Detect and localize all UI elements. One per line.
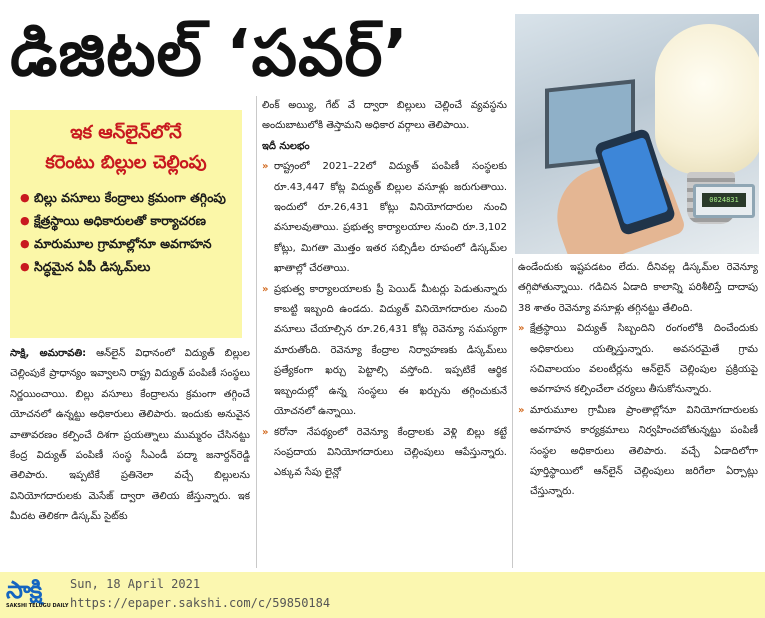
column-divider (256, 96, 257, 568)
meter-reading: 0024831 (702, 193, 746, 207)
column-bullet: » కరోనా నేపథ్యంలో రెవెన్యూ కేంద్రాలకు వెళ్లి బిల్లు కట్టే సంప్రదాయ వినియోగదారులు చెల్లింపులు ఆపేస్తున్నారు. ఎక్కువ సేపు లైన్లో (262, 423, 507, 484)
highlight-subtitle-1: ఇక ఆన్‌లైన్‌లోనే (70, 122, 182, 143)
logo-text: సాక్షి (6, 576, 42, 604)
article-column-1 (10, 344, 250, 568)
source-url[interactable]: https://epaper.sakshi.com/c/59850184 (70, 596, 331, 610)
highlight-item: ● క్షేత్రస్థాయి అధికారులతో కార్యాచరణ (20, 209, 232, 232)
column-paragraph: ఉండేందుకు ఇష్టపడటం లేదు. దీనివల్ల డిస్కమ్‌ల రెవెన్యూ తగ్గిపోతున్నాయి. గడిచిన ఏడాది కాలాన్ని పరిశీలిస్తే దాదాపు 38 శాతం రెవెన్యూ వసూళ్లు తగ్గినట్టు తేలింది. (518, 262, 758, 314)
column-divider (512, 258, 513, 568)
publication-date: Sun, 18 April 2021 (70, 577, 201, 591)
logo-tagline: SAKSHI TELUGU DAILY (6, 603, 69, 609)
highlight-subtitle-2: కరెంటు బిల్లుల చెల్లింపు (45, 152, 207, 173)
column-bullet: » రాష్ట్రంలో 2021–22లో విద్యుత్ పంపిణీ సంస్థలకు రూ.43,447 కోట్ల విద్యుత్ బిల్లుల వసూళ్లు జరుగుతాయి. ఇందులో రూ.26,431 కోట్లు వినియోగదారుల నుంచి వసూలవుతాయి. ప్రభుత్వ కార్యాలయాల నుంచి రూ.3,102 కోట్లు, మిగతా మొత్తం ఇతర సబ్సిడీల రూపంలో డిస్కమ్‌ల ఖాతాల్లో చేరతాయి. (262, 157, 507, 279)
column-subheading: ఇదీ నులభం (262, 140, 310, 152)
headline: డిజిటల్ ‘పవర్’ (10, 17, 409, 91)
column-text: ఆన్‌లైన్ విధానంలో విద్యుత్ బిల్లుల చెల్లింపుకే ప్రాధాన్యం ఇవ్వాలని రాష్ట్ర విద్యుత్ పంపిణీ సంస్థలు నిర్ణయించాయి. బిల్లు వసూలు కేంద్రాలను క్రమంగా తగ్గించే యోచనలో ఉన్నట్టు అధికారులు తెలిపారు. ఇందుకు అనువైన వాతావరణం కల్పించే దిశగా ప్రయత్నాలు ముమ్మరం చేసినట్టు కేంద్ర విద్యుత్ పంపిణీ సంస్థ సీఎండీ పద్మా జనార్దన్‌రెడ్డి తెలిపారు. ఇప్పటికే ప్రతినెలా వచ్చే బిల్లులను వినియోగదారులకు మెసేజ్ ద్వారా తెలియ జేస్తున్నారు. ఇక మీదట తెలికగా డిస్కమ్ సైట్‌కు (10, 348, 250, 523)
article-photo (515, 14, 759, 254)
article-column-3 (518, 258, 758, 568)
dateline: సాక్షి, అమరావతి: (10, 348, 87, 359)
sakshi-logo (6, 576, 69, 613)
highlight-box (10, 110, 242, 338)
highlight-item: ● మారుమూల గ్రామాల్లోనూ అవగాహన (20, 232, 232, 255)
column-bullet: » ప్రభుత్వ కార్యాలయాలకు ప్రీ పెయిడ్ మీటర్లు పెడుతున్నారు కాబట్టి ఇబ్బంది ఉండదు. విద్యుత్ వినియోగదారుల నుంచి వసూలు చేయాల్సిన రూ.26,431 కోట్ల రెవెన్యూ సమస్యగా మారుతోంది. రెవెన్యూ కేంద్రాల నిర్వాహణకు డిస్కమ్‌లు ప్రత్యేకంగా ఖర్చు పెట్టాల్సి వస్తోంది. ఇప్పటికే ఆర్థిక ఇబ్బందుల్లో ఉన్న సంస్థలు ఈ ఖర్చును తగ్గించుకునే యోచనలో ఉన్నాయి. (262, 280, 507, 423)
article-column-2 (262, 96, 507, 568)
footer-bar (0, 572, 765, 618)
highlight-item: ● బిల్లు వసూలు కేంద్రాలు క్రమంగా తగ్గింపు (20, 186, 232, 209)
column-bullet: » క్షేత్రస్థాయి విద్యుత్ సిబ్బందిని రంగంలోకి దించేందుకు అధికారులు యత్నిస్తున్నారు. అవసరమైతే గ్రామ సచివాలయం వలంటీర్లను ఆన్‌లైన్ చెల్లింపుల ప్రక్రియపై అవగాహన కల్పించేలా చర్యలు తీసుకోనున్నారు. (518, 319, 758, 401)
electric-meter-illustration (693, 184, 755, 218)
column-bullet: » మారుమూల గ్రామీణ ప్రాంతాల్లోనూ వినియోగదారులకు అవగాహన కార్యక్రమాలు నిర్వహించబోతున్నట్టు పంపిణీ సంస్థల అధికారులు తెలిపారు. వచ్చే ఏడాదిలోగా పూర్తిస్థాయిలో ఆన్‌లైన్ చెల్లింపులు జరిగేలా ఏర్పాట్లు చేస్తున్నారు. (518, 401, 758, 503)
light-bulb-illustration (655, 24, 759, 174)
highlight-item: ● సిద్ధమైన ఏపీ డిస్కమ్‌లు (20, 255, 232, 278)
highlight-list (20, 186, 232, 278)
column-paragraph (10, 344, 250, 528)
column-paragraph: లింక్ అయ్యి, గేట్ వే ద్వారా బిల్లులు చెల్లించే వ్యవస్థను అందుబాటులోకి తెస్తామని అధికార వర్గాలు తెలిపాయి. (262, 100, 507, 132)
